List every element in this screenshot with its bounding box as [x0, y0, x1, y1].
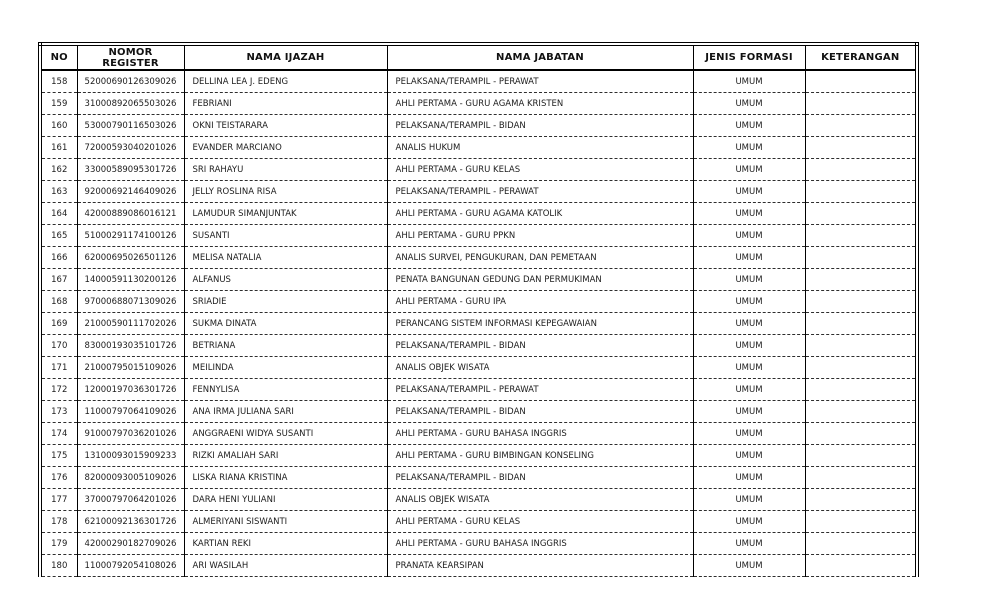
cell-formasi: UMUM	[693, 247, 805, 269]
table-row	[40, 159, 917, 181]
table-row	[40, 291, 917, 313]
cell-jabatan: AHLI PERTAMA - GURU BAHASA INGGRIS	[387, 533, 693, 555]
cell-no: 178	[40, 511, 77, 533]
col-header-nama-ijazah: NAMA IJAZAH	[184, 44, 387, 70]
table-row	[40, 423, 917, 445]
cell-keterangan	[805, 511, 917, 533]
cell-nama: ARI WASILAH	[184, 555, 387, 577]
cell-jabatan: PERANCANG SISTEM INFORMASI KEPEGAWAIAN	[387, 313, 693, 335]
cell-nama: MEILINDA	[184, 357, 387, 379]
cell-keterangan	[805, 533, 917, 555]
cell-formasi: UMUM	[693, 489, 805, 511]
cell-nama: FEBRIANI	[184, 93, 387, 115]
cell-formasi: UMUM	[693, 115, 805, 137]
cell-keterangan	[805, 555, 917, 577]
document-page	[38, 42, 919, 577]
cell-register: 51000291174100126	[77, 225, 184, 247]
cell-nama: ANA IRMA JULIANA SARI	[184, 401, 387, 423]
cell-register: 83000193035101726	[77, 335, 184, 357]
cell-register: 52000690126309026	[77, 70, 184, 93]
cell-formasi: UMUM	[693, 357, 805, 379]
cell-jabatan: AHLI PERTAMA - GURU BIMBINGAN KONSELING	[387, 445, 693, 467]
cell-no: 161	[40, 137, 77, 159]
table-row	[40, 555, 917, 577]
cell-keterangan	[805, 291, 917, 313]
cell-nama: JELLY ROSLINA RISA	[184, 181, 387, 203]
cell-nama: LAMUDUR SIMANJUNTAK	[184, 203, 387, 225]
cell-no: 173	[40, 401, 77, 423]
cell-jabatan: AHLI PERTAMA - GURU AGAMA KRISTEN	[387, 93, 693, 115]
cell-nama: DARA HENI YULIANI	[184, 489, 387, 511]
cell-jabatan: PELAKSANA/TERAMPIL - BIDAN	[387, 335, 693, 357]
table-row	[40, 533, 917, 555]
cell-register: 42000889086016121	[77, 203, 184, 225]
cell-nama: MELISA NATALIA	[184, 247, 387, 269]
cell-formasi: UMUM	[693, 70, 805, 93]
cell-keterangan	[805, 379, 917, 401]
table-row	[40, 225, 917, 247]
table-row	[40, 313, 917, 335]
cell-keterangan	[805, 137, 917, 159]
cell-no: 160	[40, 115, 77, 137]
cell-formasi: UMUM	[693, 269, 805, 291]
cell-register: 33000589095301726	[77, 159, 184, 181]
cell-jabatan: ANALIS SURVEI, PENGUKURAN, DAN PEMETAAN	[387, 247, 693, 269]
cell-jabatan: AHLI PERTAMA - GURU KELAS	[387, 511, 693, 533]
cell-jabatan: PELAKSANA/TERAMPIL - PERAWAT	[387, 181, 693, 203]
cell-register: 21000795015109026	[77, 357, 184, 379]
cell-nama: LISKA RIANA KRISTINA	[184, 467, 387, 489]
table-row	[40, 247, 917, 269]
cell-keterangan	[805, 203, 917, 225]
table-row	[40, 489, 917, 511]
cell-register: 42000290182709026	[77, 533, 184, 555]
cell-formasi: UMUM	[693, 225, 805, 247]
cell-nama: ALMERIYANI SISWANTI	[184, 511, 387, 533]
cell-formasi: UMUM	[693, 291, 805, 313]
table-body	[40, 70, 917, 577]
cell-register: 37000797064201026	[77, 489, 184, 511]
col-header-nama-jabatan: NAMA JABATAN	[387, 44, 693, 70]
cell-keterangan	[805, 401, 917, 423]
cell-formasi: UMUM	[693, 401, 805, 423]
cell-keterangan	[805, 159, 917, 181]
table-row	[40, 203, 917, 225]
cell-jabatan: PELAKSANA/TERAMPIL - PERAWAT	[387, 379, 693, 401]
cell-nama: SUSANTI	[184, 225, 387, 247]
cell-no: 169	[40, 313, 77, 335]
cell-formasi: UMUM	[693, 313, 805, 335]
cell-no: 163	[40, 181, 77, 203]
cell-formasi: UMUM	[693, 159, 805, 181]
cell-nama: BETRIANA	[184, 335, 387, 357]
table-row	[40, 357, 917, 379]
cell-nama: ALFANUS	[184, 269, 387, 291]
cell-jabatan: PELAKSANA/TERAMPIL - BIDAN	[387, 467, 693, 489]
cell-nama: SUKMA DINATA	[184, 313, 387, 335]
cell-register: 11000797064109026	[77, 401, 184, 423]
cell-no: 166	[40, 247, 77, 269]
cell-register: 97000688071309026	[77, 291, 184, 313]
cell-formasi: UMUM	[693, 203, 805, 225]
cell-register: 62000695026501126	[77, 247, 184, 269]
table-row	[40, 379, 917, 401]
cell-register: 72000593040201026	[77, 137, 184, 159]
cell-formasi: UMUM	[693, 511, 805, 533]
cell-register: 12000197036301726	[77, 379, 184, 401]
col-header-keterangan: KETERANGAN	[805, 44, 917, 70]
cell-formasi: UMUM	[693, 137, 805, 159]
cell-keterangan	[805, 335, 917, 357]
table-row	[40, 115, 917, 137]
cell-no: 176	[40, 467, 77, 489]
cell-formasi: UMUM	[693, 423, 805, 445]
cell-nama: DELLINA LEA J. EDENG	[184, 70, 387, 93]
cell-jabatan: ANALIS OBJEK WISATA	[387, 357, 693, 379]
table-row	[40, 93, 917, 115]
cell-register: 62100092136301726	[77, 511, 184, 533]
table-row	[40, 269, 917, 291]
cell-keterangan	[805, 489, 917, 511]
cell-register: 82000093005109026	[77, 467, 184, 489]
col-header-nomor-register: NOMOR REGISTER	[77, 44, 184, 70]
cell-keterangan	[805, 181, 917, 203]
cell-keterangan	[805, 467, 917, 489]
cell-register: 21000590111702026	[77, 313, 184, 335]
cell-formasi: UMUM	[693, 335, 805, 357]
cell-jabatan: AHLI PERTAMA - GURU PPKN	[387, 225, 693, 247]
col-header-no: NO	[40, 44, 77, 70]
cell-keterangan	[805, 313, 917, 335]
cell-register: 14000591130200126	[77, 269, 184, 291]
cell-formasi: UMUM	[693, 555, 805, 577]
cell-formasi: UMUM	[693, 181, 805, 203]
table-row	[40, 401, 917, 423]
cell-keterangan	[805, 357, 917, 379]
cell-nama: EVANDER MARCIANO	[184, 137, 387, 159]
cell-jabatan: PELAKSANA/TERAMPIL - BIDAN	[387, 115, 693, 137]
cell-formasi: UMUM	[693, 93, 805, 115]
table-row	[40, 467, 917, 489]
cell-formasi: UMUM	[693, 379, 805, 401]
cell-no: 177	[40, 489, 77, 511]
cell-jabatan: AHLI PERTAMA - GURU AGAMA KATOLIK	[387, 203, 693, 225]
cell-nama: OKNI TEISTARARA	[184, 115, 387, 137]
cell-no: 159	[40, 93, 77, 115]
cell-formasi: UMUM	[693, 445, 805, 467]
cell-no: 164	[40, 203, 77, 225]
cell-jabatan: PRANATA KEARSIPAN	[387, 555, 693, 577]
cell-formasi: UMUM	[693, 467, 805, 489]
cell-no: 174	[40, 423, 77, 445]
cell-keterangan	[805, 115, 917, 137]
cell-register: 92000692146409026	[77, 181, 184, 203]
table-row	[40, 335, 917, 357]
table-header	[40, 44, 917, 70]
cell-nama: SRIADIE	[184, 291, 387, 313]
cell-no: 175	[40, 445, 77, 467]
cell-nama: KARTIAN REKI	[184, 533, 387, 555]
cell-no: 165	[40, 225, 77, 247]
cell-no: 158	[40, 70, 77, 93]
cell-keterangan	[805, 225, 917, 247]
cell-no: 162	[40, 159, 77, 181]
cell-no: 172	[40, 379, 77, 401]
col-header-jenis-formasi: JENIS FORMASI	[693, 44, 805, 70]
cell-no: 167	[40, 269, 77, 291]
table-row	[40, 181, 917, 203]
cell-jabatan: PELAKSANA/TERAMPIL - BIDAN	[387, 401, 693, 423]
register-table	[38, 42, 919, 577]
cell-nama: ANGGRAENI WIDYA SUSANTI	[184, 423, 387, 445]
cell-register: 11000792054108026	[77, 555, 184, 577]
cell-jabatan: AHLI PERTAMA - GURU KELAS	[387, 159, 693, 181]
cell-jabatan: PELAKSANA/TERAMPIL - PERAWAT	[387, 70, 693, 93]
cell-jabatan: PENATA BANGUNAN GEDUNG DAN PERMUKIMAN	[387, 269, 693, 291]
cell-nama: SRI RAHAYU	[184, 159, 387, 181]
cell-jabatan: ANALIS HUKUM	[387, 137, 693, 159]
cell-register: 91000797036201026	[77, 423, 184, 445]
cell-nama: RIZKI AMALIAH SARI	[184, 445, 387, 467]
cell-jabatan: AHLI PERTAMA - GURU BAHASA INGGRIS	[387, 423, 693, 445]
cell-register: 53000790116503026	[77, 115, 184, 137]
cell-no: 180	[40, 555, 77, 577]
cell-keterangan	[805, 70, 917, 93]
cell-register: 13100093015909233	[77, 445, 184, 467]
table-row	[40, 445, 917, 467]
header-row	[40, 44, 917, 70]
table-row	[40, 70, 917, 93]
cell-no: 168	[40, 291, 77, 313]
cell-keterangan	[805, 247, 917, 269]
cell-keterangan	[805, 445, 917, 467]
cell-nama: FENNYLISA	[184, 379, 387, 401]
cell-keterangan	[805, 269, 917, 291]
cell-keterangan	[805, 423, 917, 445]
table-row	[40, 511, 917, 533]
cell-no: 170	[40, 335, 77, 357]
cell-register: 31000892065503026	[77, 93, 184, 115]
cell-keterangan	[805, 93, 917, 115]
cell-no: 171	[40, 357, 77, 379]
cell-formasi: UMUM	[693, 533, 805, 555]
cell-no: 179	[40, 533, 77, 555]
cell-jabatan: ANALIS OBJEK WISATA	[387, 489, 693, 511]
cell-jabatan: AHLI PERTAMA - GURU IPA	[387, 291, 693, 313]
table-row	[40, 137, 917, 159]
